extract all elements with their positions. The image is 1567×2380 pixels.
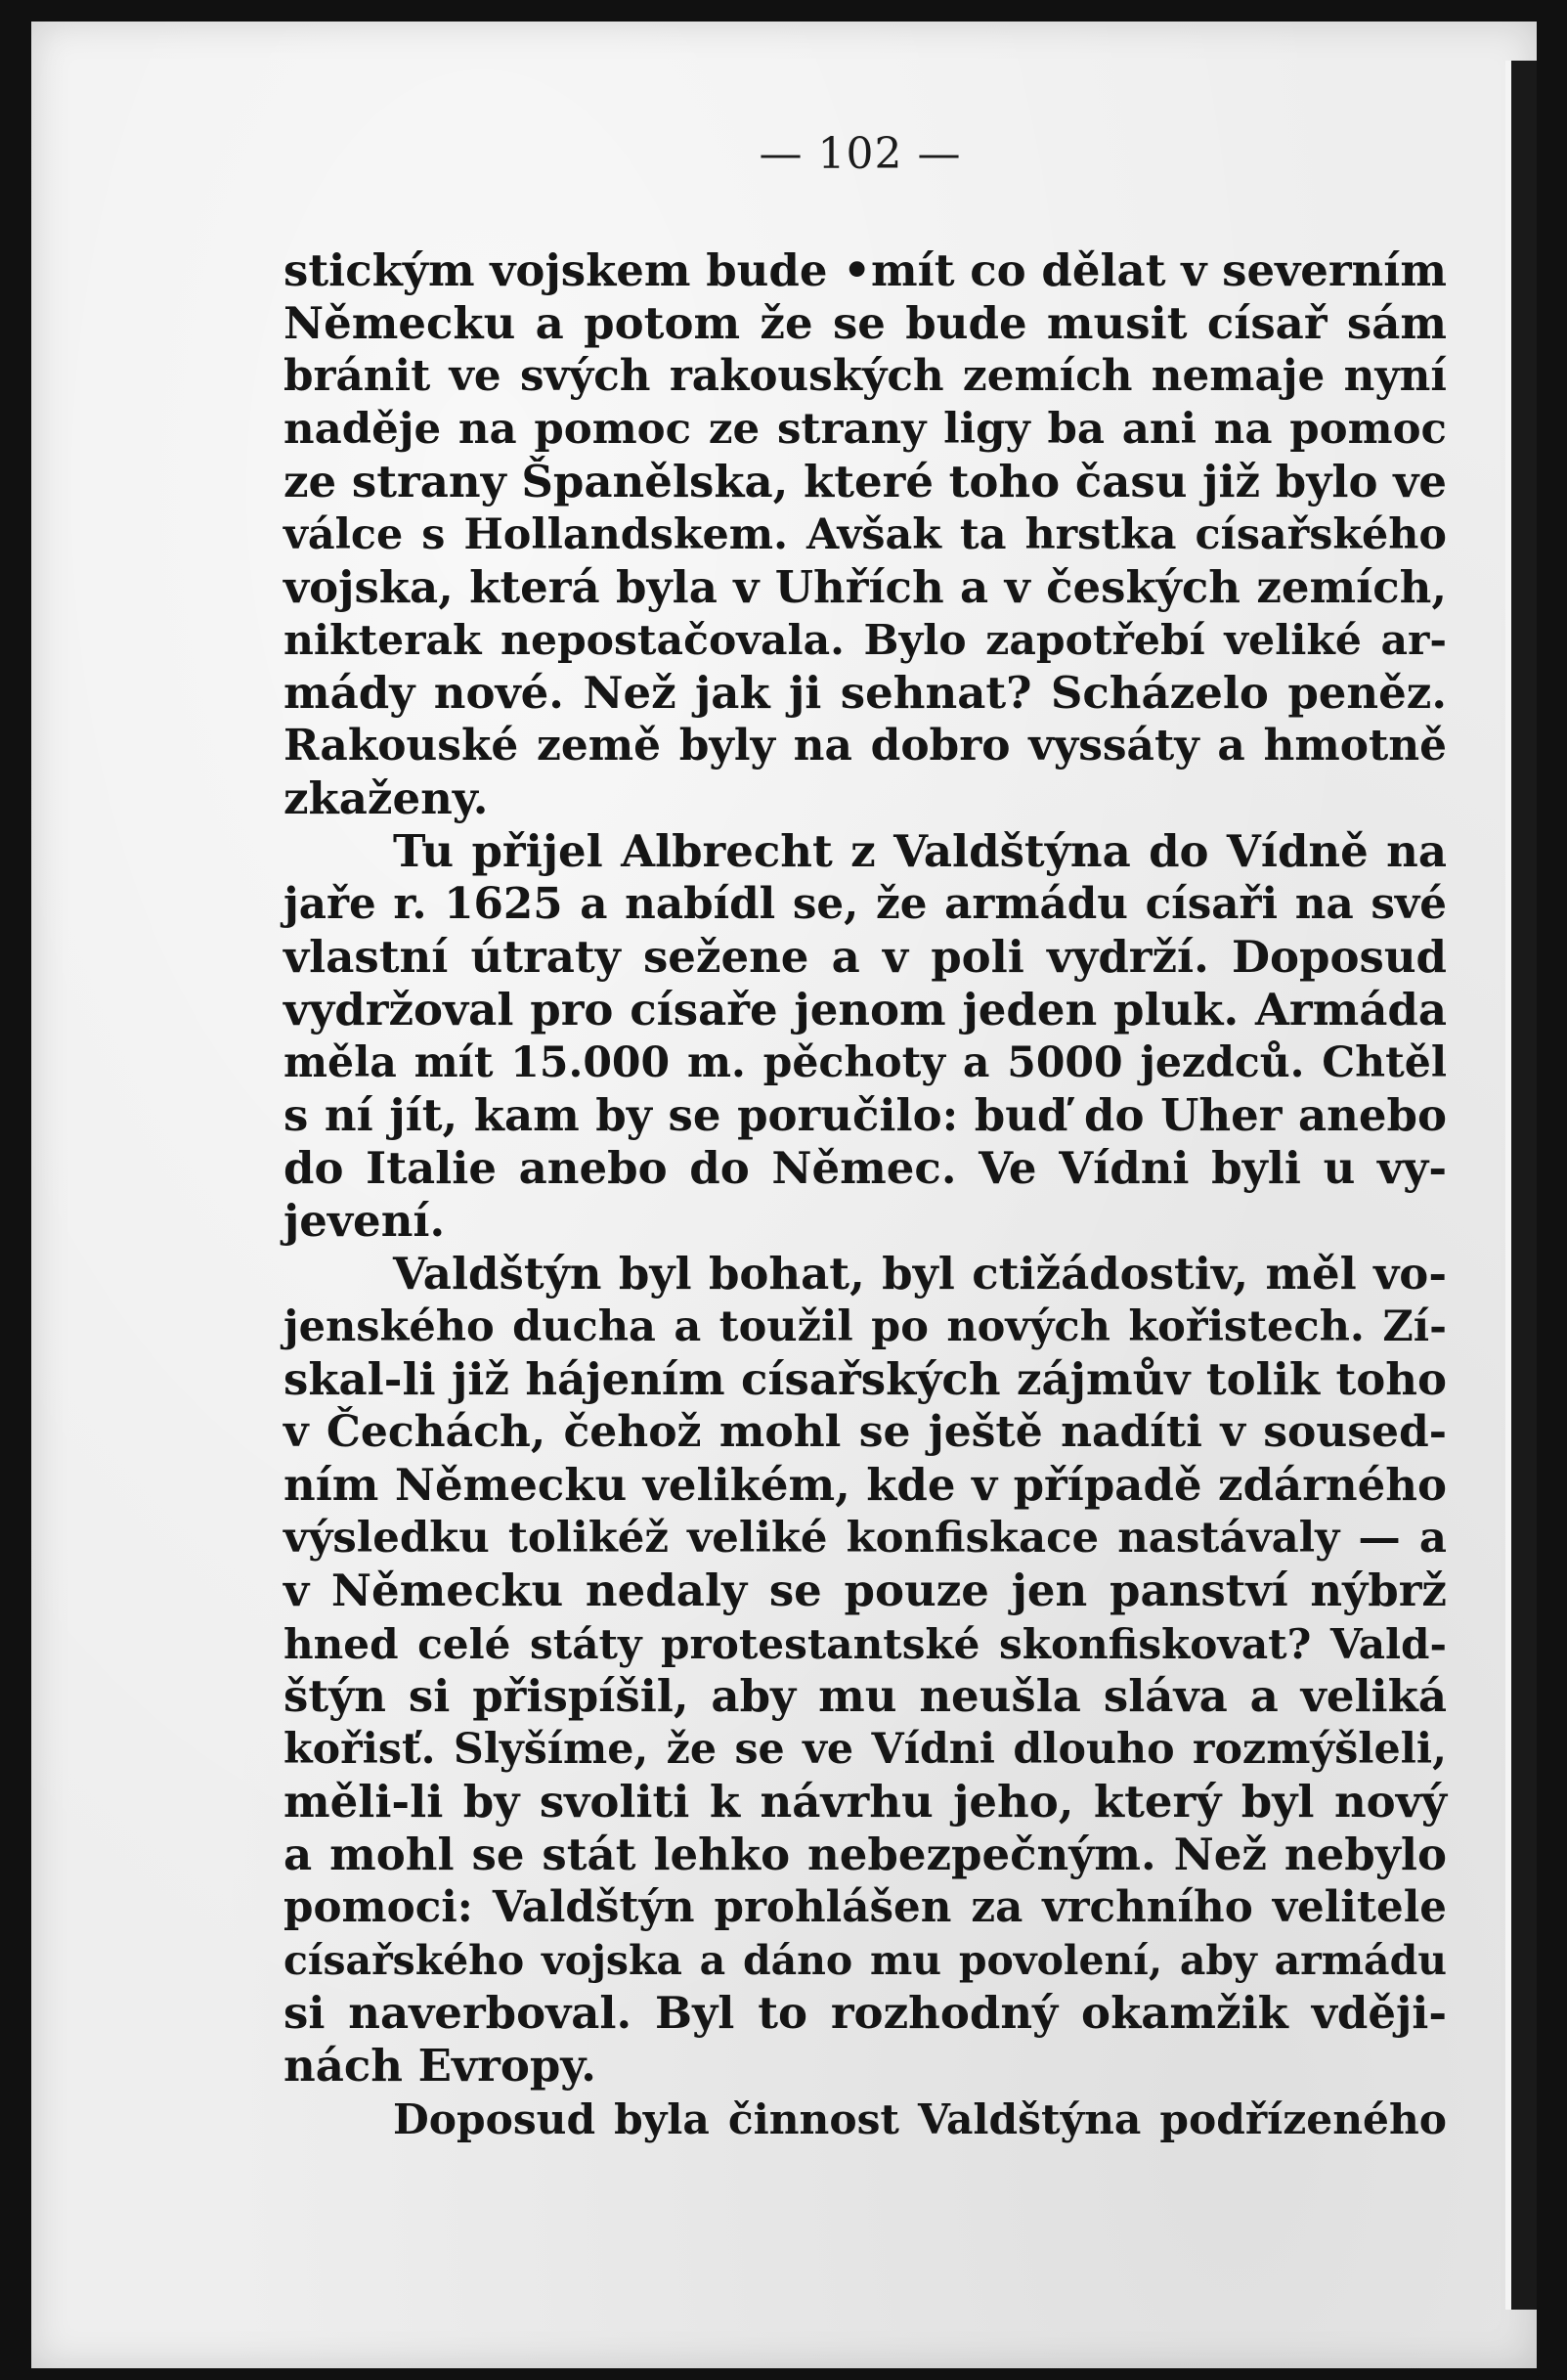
text-line: mády nové. Než jak ji sehnat? Scházelo peněz. [283, 667, 1447, 719]
text-line: pomoci: Valdštýn prohlášen za vrchního velitele [283, 1882, 1447, 1932]
text-line: jenského ducha a toužil po nových kořistech. Zí- [283, 1302, 1447, 1351]
text-line: ním Německu velikém, kde v případě zdárného [283, 1459, 1447, 1511]
text-line: hned celé státy protestantské skonfiskovat? Vald- [283, 1619, 1447, 1668]
text-line: kořisť. Slyšíme, že se ve Vídni dlouho rozmýšleli, [283, 1725, 1447, 1774]
text-line: Valdštýn byl bohat, byl ctižádostiv, měl vo- [393, 1248, 1447, 1300]
text-line: Doposud byla činnost Valdštýna podřízeného [393, 2094, 1447, 2143]
book-spine [1511, 61, 1537, 2310]
text-line: a mohl se stát lehko nebezpečným. Než nebylo [283, 1829, 1447, 1880]
text-line: jevení. [283, 1195, 446, 1247]
text-line: Německu a potom že se bude musit císař sám [283, 297, 1447, 349]
text-line: císařského vojska a dáno mu povolení, aby armádu [283, 1937, 1447, 1984]
text-line: štýn si přispíšil, aby mu neušla sláva a veliká [283, 1670, 1447, 1722]
text-line: skal-li již hájením císařských zájmův tolik toho [283, 1353, 1447, 1405]
text-line: vojska, která byla v Uhřích a v českých zemích, [283, 561, 1447, 613]
text-line: si naverboval. Byl to rozhodný okamžik vději- [283, 1987, 1447, 2039]
text-line: výsledku tolikéž veliké konfiskace nastávaly — a [283, 1513, 1447, 1563]
text-line: stickým vojskem bude •mít co dělat v severním [283, 244, 1447, 296]
text-line: vydržoval pro císaře jenom jeden pluk. Armáda [283, 984, 1447, 1036]
page-number: — 102 — [759, 129, 962, 179]
text-line: s ní jít, kam by se poručilo: buď do Uher anebo [283, 1089, 1447, 1141]
text-line: Rakouské země byly na dobro vyssáty a hmotně [283, 721, 1447, 771]
text-line: v Čechách, čehož mohl se ještě nadíti v soused- [283, 1407, 1447, 1457]
text-line: měla mít 15.000 m. pěchoty a 5000 jezdců. Chtěl [283, 1038, 1447, 1087]
text-line: do Italie anebo do Němec. Ve Vídni byli u vy- [283, 1142, 1447, 1194]
text-line: v Německu nedaly se pouze jen panství nýbrž [283, 1565, 1447, 1616]
text-line: Tu přijel Albrecht z Valdštýna do Vídně na [393, 825, 1447, 877]
text-line: zkaženy. [283, 772, 489, 824]
body-text [283, 244, 1447, 2145]
text-line: naděje na pomoc ze strany ligy ba ani na pomoc [283, 404, 1447, 454]
text-line: nikterak nepostačovala. Bylo zapotřebí veliké ar- [283, 616, 1447, 665]
text-line: nách Evropy. [283, 2040, 596, 2092]
text-line: bránit ve svých rakouských zemích nemaje nyní [283, 351, 1447, 401]
text-line: ze strany Španělska, které toho času již bylo ve [283, 456, 1447, 507]
text-line: válce s Hollandskem. Avšak ta hrstka císařského [283, 510, 1447, 559]
text-line: jaře r. 1625 a nabídl se, že armádu císaři na své [283, 879, 1447, 929]
text-line: vlastní útraty sežene a v poli vydrží. Doposud [283, 931, 1447, 983]
text-line: měli-li by svoliti k návrhu jeho, který byl nový [283, 1776, 1447, 1828]
